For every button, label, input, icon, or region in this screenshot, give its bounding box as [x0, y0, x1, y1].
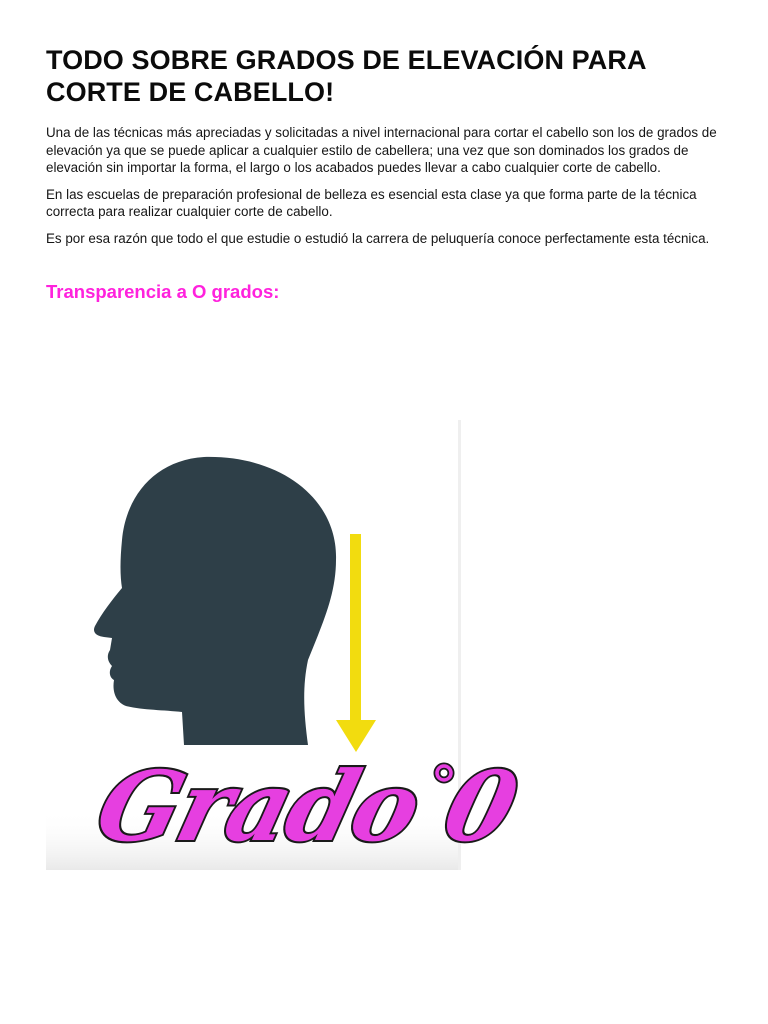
illustration-svg	[46, 420, 527, 870]
paragraph-reason: Es por esa razón que todo el que estudie o estudió la carrera de peluquería conoce perfectamente esta técnica.	[46, 230, 710, 246]
section-heading: Transparencia a O grados:	[46, 281, 280, 302]
page-title: TODO SOBRE GRADOS DE ELEVACIÓN PARA CORTE DE CABELLO!	[46, 45, 646, 107]
grado-cero-illustration	[46, 420, 527, 870]
paragraph-schools: En las escuelas de preparación profesional de belleza es esencial esta clase ya que forma parte de la técnica correcta para realizar cualquier corte de cabello.	[46, 186, 697, 219]
grado-cero-caption	[86, 749, 528, 862]
svg-text:Grado 0: Grado 0	[86, 749, 527, 863]
paragraph-intro: Una de las técnicas más apreciadas y solicitadas a nivel internacional para cortar el cabello son los de grados de elevación ya que se puede aplicar a cualquier estilo de cabellera; una vez que son dominados los grados de elevación sin importar la forma, el largo o los acabados puedes llevar a cabo cualquier corte de cabello.	[46, 125, 717, 175]
document-page	[46, 44, 718, 303]
